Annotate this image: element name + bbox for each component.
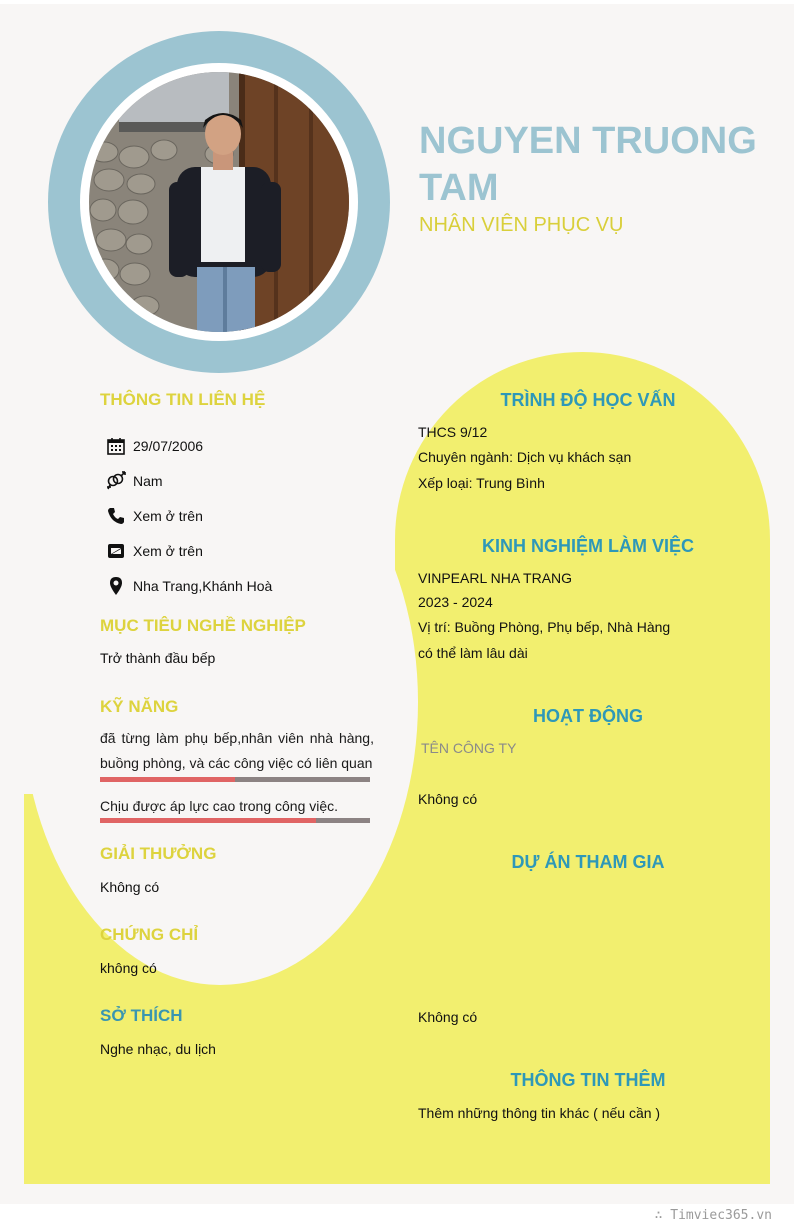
- education-line-2: Chuyên ngành: Dịch vụ khách sạn: [418, 449, 632, 465]
- profile-photo: [89, 72, 349, 332]
- certificates-heading: CHỨNG CHỈ: [100, 925, 199, 944]
- skill-2-text: Chịu được áp lực cao trong công việc.: [100, 798, 339, 814]
- left-content-panel: [22, 419, 418, 985]
- calendar-icon: [105, 435, 127, 457]
- experience-heading: KINH NGHIỆM LÀM VIỆC: [481, 536, 694, 556]
- candidate-name: NGUYEN TRUONG TAM: [419, 120, 757, 209]
- activities-text: Không có: [418, 791, 478, 807]
- objective-heading: MỤC TIÊU NGHỀ NGHIỆP: [100, 616, 306, 635]
- phone-icon: [105, 505, 127, 527]
- awards-text: Không có: [100, 879, 160, 895]
- gender-icon: [105, 470, 127, 492]
- location-icon: [105, 575, 127, 597]
- phone-value: Xem ở trên: [133, 508, 203, 524]
- email-value: Xem ở trên: [133, 543, 203, 559]
- experience-period: 2023 - 2024: [418, 594, 493, 610]
- contact-birthday: [105, 435, 203, 457]
- experience-note: có thể làm lâu dài: [418, 645, 528, 661]
- objective-text: Trở thành đầu bếp: [100, 650, 216, 666]
- skill-2-bar: [100, 818, 370, 823]
- skill-1-bar-fill: [100, 777, 235, 782]
- activities-company-placeholder: TÊN CÔNG TY: [421, 740, 517, 756]
- skill-2-bar-fill: [100, 818, 316, 823]
- awards-heading: GIẢI THƯỞNG: [100, 844, 217, 863]
- contact-gender: [105, 470, 163, 492]
- profile-photo-illustration: [89, 72, 349, 332]
- hobbies-text: Nghe nhạc, du lịch: [100, 1041, 216, 1057]
- gender-value: Nam: [133, 473, 163, 489]
- skills-heading: KỸ NĂNG: [100, 697, 179, 716]
- skill-1-bar: [100, 777, 370, 782]
- contact-address: [105, 575, 272, 597]
- address-value: Nha Trang,Khánh Hoà: [133, 578, 273, 594]
- projects-heading: DỰ ÁN THAM GIA: [511, 852, 665, 872]
- contact-heading: THÔNG TIN LIÊN HỆ: [100, 390, 266, 409]
- education-heading: TRÌNH ĐỘ HỌC VẤN: [500, 390, 676, 410]
- contact-email: [105, 540, 203, 562]
- skill-1-text: đã từng làm phụ bếp,nhân viên nhà hàng, buồng phòng, và các công việc có liên quan: [100, 730, 374, 771]
- extra-text: Thêm những thông tin khác ( nếu cần ): [418, 1105, 661, 1121]
- site-watermark: ∴ Timviec365.vn: [654, 1208, 772, 1223]
- experience-company: VINPEARL NHA TRANG: [418, 570, 573, 586]
- birthday-value: 29/07/2006: [133, 438, 204, 454]
- education-line-1: THCS 9/12: [418, 424, 488, 440]
- contact-phone: [105, 505, 203, 527]
- hobbies-heading: SỞ THÍCH: [100, 1006, 183, 1025]
- cv-page: [0, 4, 794, 1204]
- candidate-role: NHÂN VIÊN PHỤC VỤ: [419, 214, 624, 236]
- email-icon: [105, 540, 127, 562]
- extra-heading: THÔNG TIN THÊM: [510, 1070, 666, 1090]
- projects-text: Không có: [418, 1009, 478, 1025]
- experience-position: Vị trí: Buồng Phòng, Phụ bếp, Nhà Hàng: [418, 619, 671, 635]
- education-line-3: Xếp loại: Trung Bình: [418, 475, 545, 491]
- activities-heading: HOẠT ĐỘNG: [533, 706, 643, 726]
- certificates-text: không có: [100, 960, 157, 976]
